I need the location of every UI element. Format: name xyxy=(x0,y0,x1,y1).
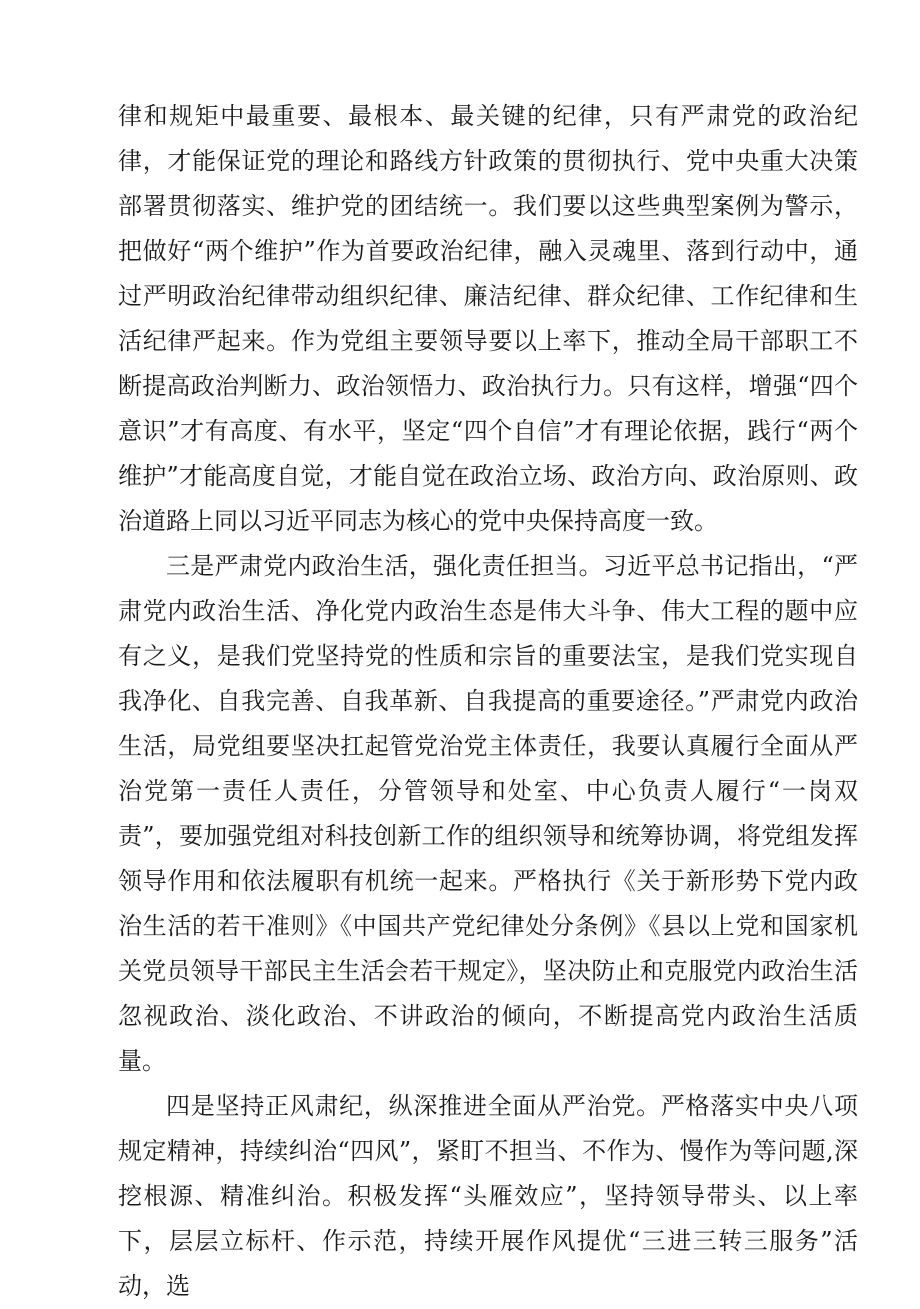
paragraph-section-three: 三是严肃党内政治生活，强化责任担当。习近平总书记指出，“严肃党内政治生活、净化党内政治生态是伟大斗争、伟大工程的题中应有之义，是我们党坚持党的性质和宗旨的重要法宝，是我们党实现自我净化、自我完善、自我革新、自我提高的重要途径。”严肃党内政治生活，局党组要坚决扛起管党治党主体责任，我要认真履行全面从严治党第一责任人责任，分管领导和处室、中心负责人履行“一岗双责”，要加强党组对科技创新工作的组织领导和统筹协调，将党组发挥领导作用和依法履职有机统一起来。严格执行《关于新形势下党内政治生活的若干准则》《中国共产党纪律处分条例》《县以上党和国家机关党员领导干部民主生活会若干规定》，坚决防止和克服党内政治生活忽视政治、淡化政治、不讲政治的倾向，不断提高党内政治生活质量。 xyxy=(118,552,858,1075)
paragraph-continued: 律和规矩中最重要、最根本、最关键的纪律，只有严肃党的政治纪律，才能保证党的理论和路线方针政策的贯彻执行、党中央重大决策部署贯彻落实、维护党的团结统一。我们要以这些典型案例为警示，把做好“两个维护”作为首要政治纪律，融入灵魂里、落到行动中，通过严明政治纪律带动组织纪律、廉洁纪律、群众纪律、工作纪律和生活纪律严起来。作为党组主要领导要以上率下，推动全局干部职工不断提高政治判断力、政治领悟力、政治执行力。只有这样，增强“四个意识”才有高度、有水平，坚定“四个自信”才有理论依据，践行“两个维护”才能高度自觉，才能自觉在政治立场、政治方向、政治原则、政治道路上同以习近平同志为核心的党中央保持高度一致。 xyxy=(118,102,858,535)
paragraph-section-four: 四是坚持正风肃纪，纵深推进全面从严治党。严格落实中央八项规定精神，持续纠治“四风”，紧盯不担当、不作为、慢作为等问题,深挖根源、精准纠治。积极发挥“头雁效应”，坚持领导带头、以上率下，层层立标杆、作示范，持续开展作风提优“三进三转三服务”活动，选 xyxy=(118,1092,858,1300)
document-body xyxy=(118,94,858,1309)
